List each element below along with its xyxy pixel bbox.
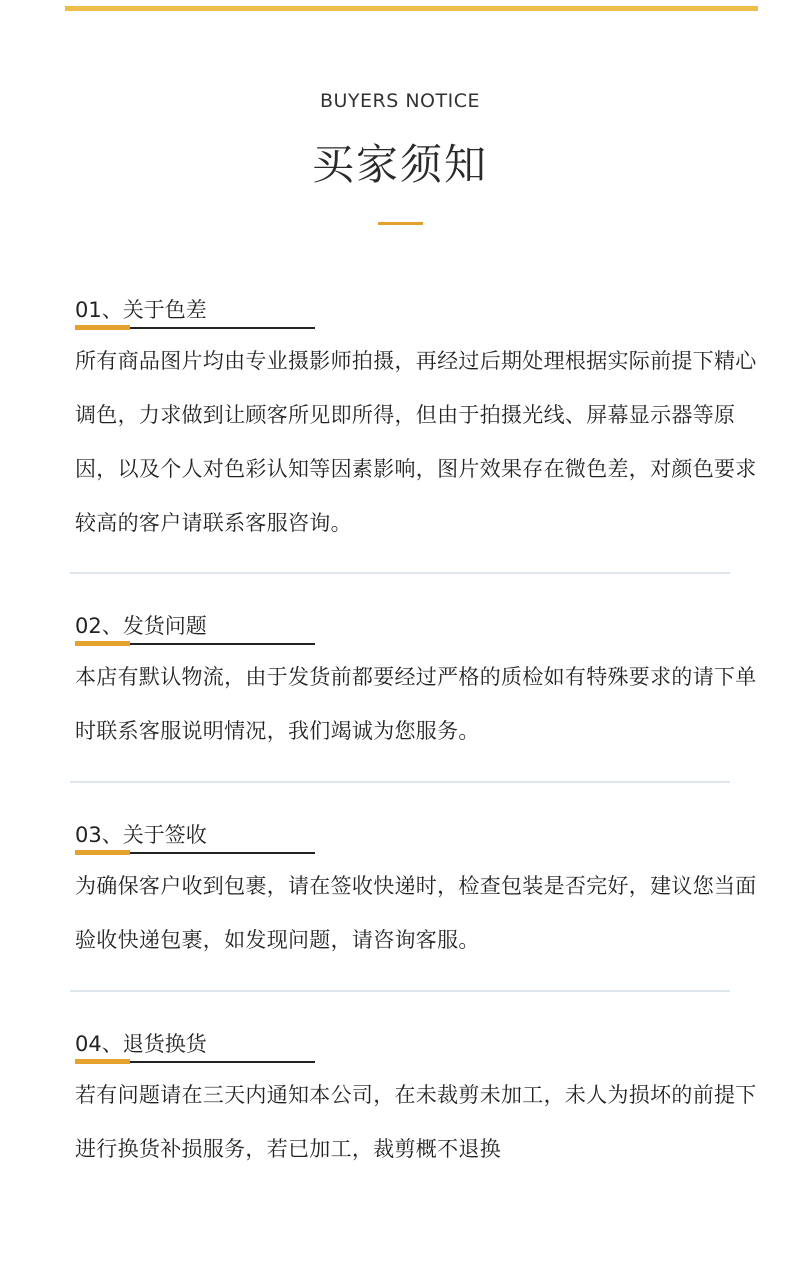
section-underline-accent — [75, 1059, 130, 1064]
top-accent-bar — [65, 6, 758, 11]
section-underline-accent — [75, 850, 130, 855]
section-heading: 03、关于签收 — [75, 823, 207, 847]
section-heading: 02、发货问题 — [75, 614, 207, 638]
section-underline-accent — [75, 641, 130, 646]
section-body: 本店有默认物流，由于发货前都要经过严格的质检如有特殊要求的请下单时联系客服说明情况，我们竭诚为您服务。 — [75, 665, 757, 743]
section-divider — [70, 572, 730, 574]
section-body: 若有问题请在三天内通知本公司，在未裁剪未加工，未人为损坏的前提下进行换货补损服务，若已加工，裁剪概不退换 — [75, 1083, 757, 1161]
section-heading: 01、关于色差 — [75, 298, 207, 322]
title-accent-line — [378, 222, 423, 225]
page-subtitle: BUYERS NOTICE — [319, 90, 480, 112]
section-heading: 04、退货换货 — [75, 1032, 207, 1056]
section-body: 为确保客户收到包裹，请在签收快递时，检查包装是否完好，建议您当面验收快递包裹，如发现问题，请咨询客服。 — [75, 874, 757, 952]
section-divider — [70, 781, 730, 783]
section-underline-accent — [75, 325, 130, 330]
section-body: 所有商品图片均由专业摄影师拍摄，再经过后期处理根据实际前提下精心调色，力求做到让顾客所见即所得，但由于拍摄光线、屏幕显示器等原因，以及个人对色彩认知等因素影响，图片效果存在微色差，对颜色要求较高的客户请联系客服咨询。 — [75, 349, 757, 535]
section-divider — [70, 990, 730, 992]
page-title: 买家须知 — [311, 140, 488, 189]
